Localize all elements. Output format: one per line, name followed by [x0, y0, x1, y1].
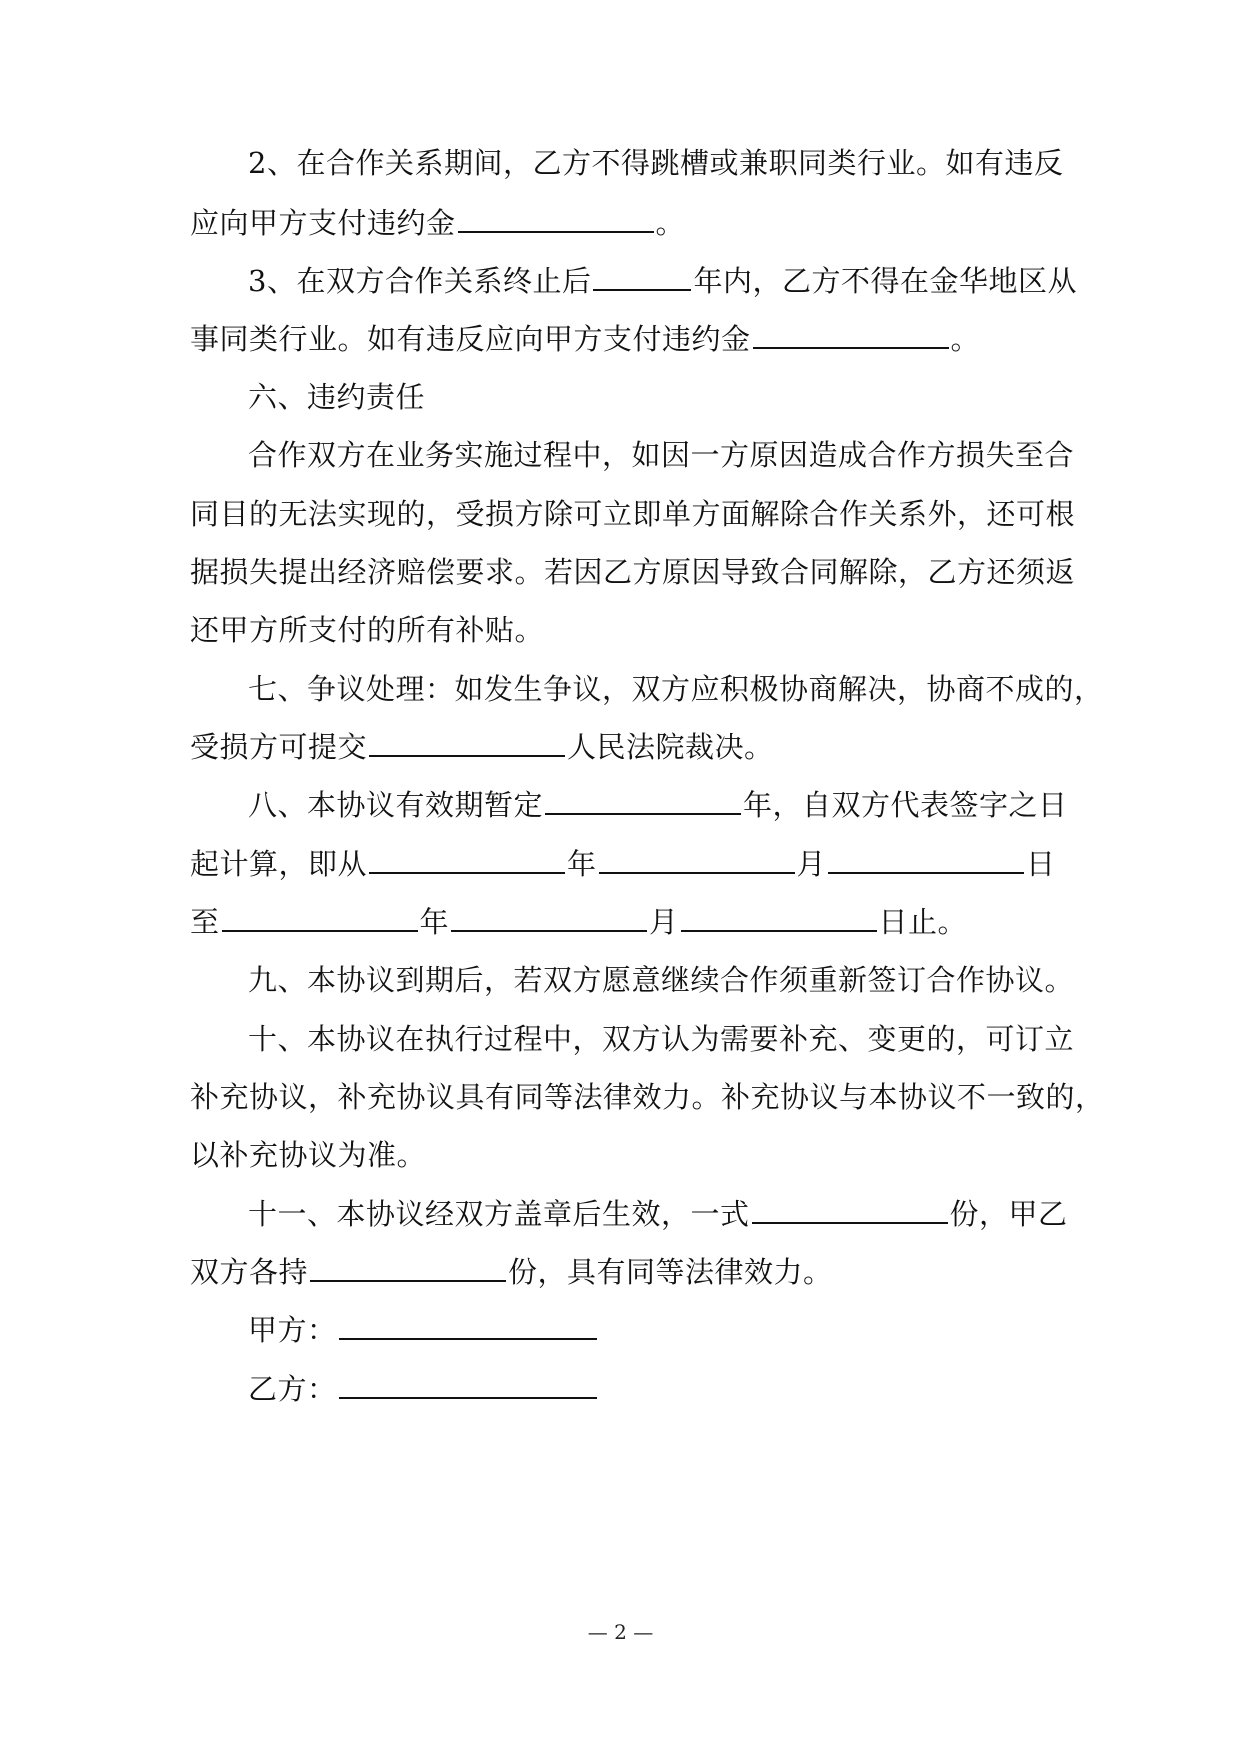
fill-in-blank-start-year[interactable]: [369, 850, 565, 874]
text-segment: 日止。: [878, 905, 968, 939]
text-line: [190, 714, 1060, 780]
fill-in-blank-court[interactable]: [369, 733, 565, 757]
text-segment: 。: [655, 206, 686, 240]
fill-in-blank-penalty-amount[interactable]: [458, 209, 654, 233]
fill-in-blank-end-year[interactable]: [222, 908, 418, 932]
text-line: [248, 130, 1064, 196]
text-line: [190, 597, 1060, 663]
text-segment: 2、在合作关系期间，乙方不得跳槽或兼职同类行业。如有违反: [248, 146, 1064, 180]
text-segment: 日: [1026, 847, 1056, 881]
text-line: [190, 481, 1076, 547]
text-segment: 六、违约责任: [248, 380, 426, 414]
text-line: [190, 190, 1060, 256]
text-segment: 份，具有同等法律效力。: [508, 1255, 833, 1289]
text-segment: 。: [950, 322, 981, 356]
text-line: [190, 1122, 1060, 1188]
text-segment: 月: [796, 847, 827, 881]
page-number: — 2 —: [587, 1620, 654, 1644]
text-line: [190, 1064, 1105, 1130]
text-line: [190, 889, 1060, 955]
text-line: [248, 422, 1075, 488]
party-b-label: 乙方：: [248, 1372, 337, 1406]
fill-in-blank-penalty-amount[interactable]: [753, 325, 949, 349]
party-a-label: 甲方：: [248, 1313, 337, 1347]
text-segment: 年: [419, 905, 450, 939]
text-segment: 合作双方在业务实施过程中，如因一方原因造成合作方损失至合: [248, 438, 1075, 472]
text-segment: 据损失提出经济赔偿要求。若因乙方原因导致合同解除，乙方还须返: [190, 555, 1076, 589]
party-a-signature-line[interactable]: [339, 1316, 597, 1340]
signature-party-a: [248, 1297, 1060, 1363]
party-b-signature-line[interactable]: [339, 1375, 597, 1399]
text-segment: 应向甲方支付违约金: [190, 206, 456, 240]
text-segment: 还甲方所支付的所有补贴。: [190, 613, 545, 647]
text-line: [248, 1006, 1075, 1072]
text-line: [248, 772, 1068, 838]
signature-party-b: [248, 1356, 1060, 1422]
text-segment: 九、本协议到期后，若双方愿意继续合作须重新签订合作协议。: [248, 963, 1075, 997]
text-segment: 七、争议处理：如发生争议，双方应积极协商解决，协商不成的，: [248, 672, 1104, 706]
fill-in-blank-start-month[interactable]: [599, 850, 795, 874]
fill-in-blank-copies-each[interactable]: [310, 1258, 506, 1282]
text-segment: 同目的无法实现的，受损方除可立即单方面解除合作关系外，还可根: [190, 497, 1076, 531]
fill-in-blank-end-month[interactable]: [451, 908, 647, 932]
section-heading: [248, 364, 1060, 430]
text-line: [248, 248, 1077, 314]
text-segment: 十、本协议在执行过程中，双方认为需要补充、变更的，可订立: [248, 1022, 1075, 1056]
text-line: [248, 1181, 1068, 1247]
fill-in-blank-end-day[interactable]: [681, 908, 877, 932]
fill-in-blank-start-day[interactable]: [828, 850, 1024, 874]
text-segment: 人民法院裁决。: [567, 730, 774, 764]
text-segment: 3、在双方合作关系终止后: [248, 264, 592, 298]
text-line: [190, 831, 1060, 897]
text-segment: 年内，乙方不得在金华地区从: [693, 264, 1077, 298]
text-segment: 月: [649, 905, 679, 939]
text-segment: 受损方可提交: [190, 730, 368, 764]
text-segment: 八、本协议有效期暂定: [248, 788, 544, 822]
text-segment: 份，甲乙: [949, 1197, 1068, 1231]
fill-in-blank-copies[interactable]: [752, 1200, 948, 1224]
text-segment: 双方各持: [190, 1255, 309, 1289]
text-segment: 事同类行业。如有违反应向甲方支付违约金: [190, 322, 751, 356]
text-line: [248, 656, 1104, 722]
text-segment: 至: [190, 905, 220, 939]
fill-in-blank-validity-years[interactable]: [545, 791, 741, 815]
text-segment: 以补充协议为准。: [190, 1138, 427, 1172]
text-line: [190, 539, 1076, 605]
text-line: [248, 947, 1075, 1013]
text-segment: 年: [567, 847, 597, 881]
text-segment: 起计算，即从: [190, 847, 368, 881]
text-segment: 年，自双方代表签字之日: [743, 788, 1068, 822]
text-line: [190, 1239, 1060, 1305]
text-segment: 补充协议，补充协议具有同等法律效力。补充协议与本协议不一致的，: [190, 1080, 1105, 1114]
fill-in-blank-years[interactable]: [593, 267, 691, 291]
text-segment: 十一、本协议经双方盖章后生效，一式: [248, 1197, 750, 1231]
text-line: [190, 306, 1060, 372]
